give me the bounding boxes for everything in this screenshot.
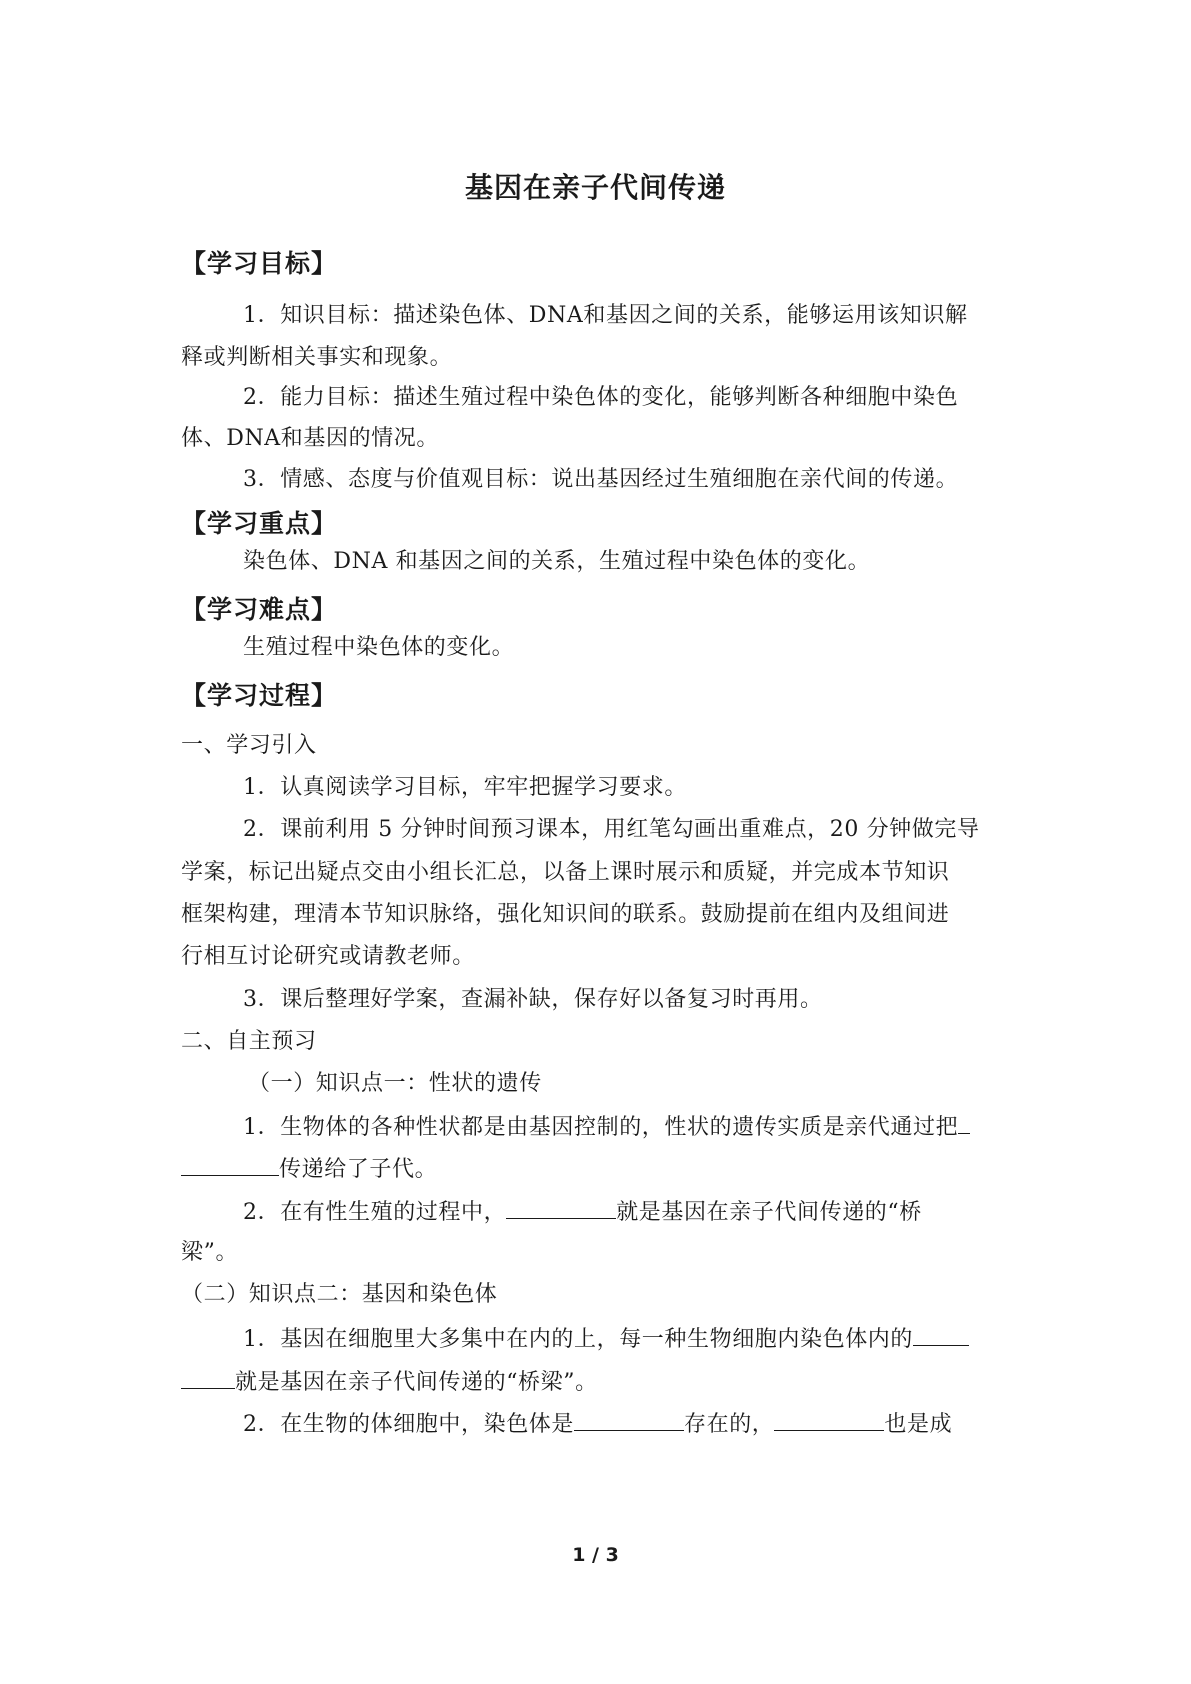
key-points-text: 染色体、DNA 和基因之间的关系，生殖过程中染色体的变化。 [243, 549, 871, 574]
k1-q1-text-b: 传递给了子代。 [279, 1157, 438, 1182]
objective-2-line-2: 体、DNA和基因的情况。 [181, 426, 439, 451]
section-heading-difficulties: 【学习难点】 [181, 595, 338, 624]
fill-blank [774, 1408, 884, 1431]
k2-question-1-line-1 [243, 1323, 969, 1355]
k1-q2-text-b: 就是基因在亲子代间传递的“桥 [616, 1200, 922, 1225]
intro-item-3: 3．课后整理好学案，查漏补缺，保存好以备复习时再用。 [243, 987, 823, 1012]
k1-question-2-line-2: 梁”。 [181, 1240, 239, 1265]
k2-q2-text-b: 存在的， [684, 1412, 775, 1437]
objective-1-line-1: 1．知识目标：描述染色体、DNA和基因之间的关系，能够运用该知识解 [243, 303, 968, 328]
knowledge-point-1-heading: （一）知识点一：性状的遗传 [248, 1071, 542, 1096]
fill-blank [913, 1323, 969, 1346]
k2-q2-text-a: 2．在生物的体细胞中，染色体是 [243, 1412, 574, 1437]
intro-heading: 一、学习引入 [181, 733, 317, 758]
k1-q2-text-a: 2．在有性生殖的过程中， [243, 1200, 507, 1225]
k1-question-1-line-1 [243, 1111, 970, 1143]
intro-item-2-line-2: 学案，标记出疑点交由小组长汇总，以备上课时展示和质疑，并完成本节知识 [181, 860, 950, 885]
difficulties-text: 生殖过程中染色体的变化。 [243, 635, 515, 660]
section-heading-key-points: 【学习重点】 [181, 509, 338, 538]
k1-q1-text-a: 1．生物体的各种性状都是由基因控制的，性状的遗传实质是亲代通过把 [243, 1115, 959, 1140]
objective-1-line-2: 释或判断相关事实和现象。 [181, 345, 453, 370]
objective-3: 3．情感、态度与价值观目标：说出基因经过生殖细胞在亲代间的传递。 [243, 467, 959, 492]
knowledge-point-2-heading: （二）知识点二：基因和染色体 [181, 1282, 498, 1307]
fill-blank [506, 1196, 616, 1219]
document-title: 基因在亲子代间传递 [464, 171, 726, 204]
fill-blank [574, 1408, 684, 1431]
intro-item-2-line-1: 2．课前利用 5 分钟时间预习课本，用红笔勾画出重难点，20 分钟做完导 [243, 817, 980, 842]
k2-question-2-line-1 [243, 1408, 952, 1440]
fill-blank [958, 1111, 970, 1134]
intro-item-2-line-4: 行相互讨论研究或请教老师。 [181, 944, 475, 969]
k1-question-1-line-2 [181, 1153, 437, 1185]
preview-heading: 二、自主预习 [181, 1029, 317, 1054]
intro-item-1: 1．认真阅读学习目标，牢牢把握学习要求。 [243, 775, 687, 800]
objective-2-line-1: 2．能力目标：描述生殖过程中染色体的变化，能够判断各种细胞中染色 [243, 385, 959, 410]
page-number: 1 / 3 [572, 1544, 619, 1566]
fill-blank [181, 1366, 235, 1389]
section-heading-objectives: 【学习目标】 [181, 249, 338, 278]
intro-item-2-line-3: 框架构建，理清本节知识脉络，强化知识间的联系。鼓励提前在组内及组间进 [181, 902, 950, 927]
k1-question-2-line-1 [243, 1196, 922, 1228]
fill-blank [181, 1153, 279, 1176]
k2-q1-text-b: 就是基因在亲子代间传递的“桥梁”。 [235, 1370, 598, 1395]
k2-q1-text-a: 1．基因在细胞里大多集中在内的上，每一种生物细胞内染色体内的 [243, 1327, 913, 1352]
k2-question-1-line-2 [181, 1366, 598, 1398]
k2-q2-text-c: 也是成 [884, 1412, 953, 1437]
section-heading-process: 【学习过程】 [181, 681, 338, 710]
